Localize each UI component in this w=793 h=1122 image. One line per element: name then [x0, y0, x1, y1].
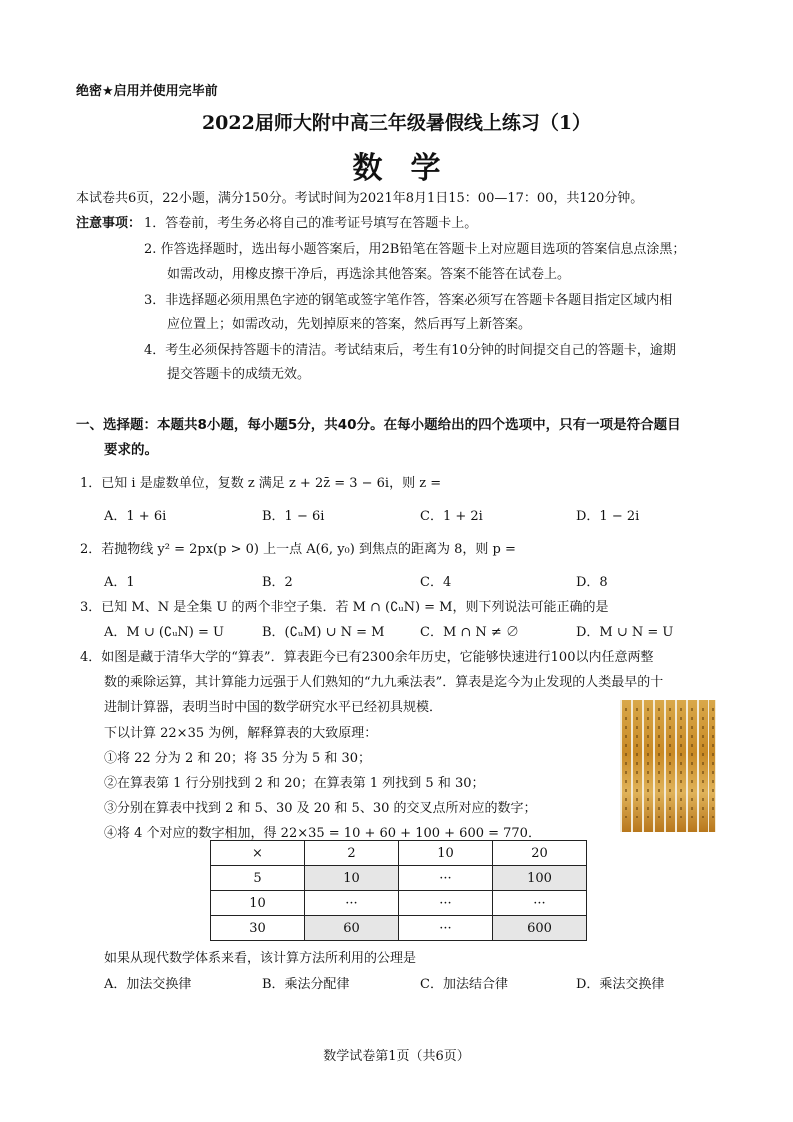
notice-item: 4．考生必须保持答题卡的清洁。考试结束后，考生有10分钟的时间提交自己的答题卡，逾期	[144, 343, 676, 358]
question-2-stem: 2．若抛物线 y² = 2px(p > 0) 上一点 A(6, y₀) 到焦点的距离为 8，则 p =	[80, 542, 516, 557]
calculation-table	[210, 840, 587, 941]
table-row	[211, 891, 587, 916]
table-cell-highlighted: 600	[493, 916, 587, 941]
table-cell: 5	[211, 866, 305, 891]
q2-option-c: C．4	[420, 575, 452, 590]
exam-intro: 本试卷共6页，22小题，满分150分。考试时间为2021年8月1日15：00—17：00，共120分钟。	[76, 191, 644, 206]
question-4-step: ②在算表第 1 行分别找到 2 和 20；在算表第 1 列找到 5 和 30；	[104, 776, 485, 791]
table-cell: ···	[399, 891, 493, 916]
question-1-stem: 1．已知 i 是虚数单位，复数 z 满足 z + 2z̄ = 3 − 6i，则 z =	[80, 476, 442, 491]
q3-option-b: B．(∁ᵤM) ∪ N = M	[262, 625, 385, 640]
q1-option-a: A．1 + 6i	[104, 509, 167, 524]
table-cell-highlighted: 60	[305, 916, 399, 941]
q3-option-c: C．M ∩ N ≠ ∅	[420, 625, 519, 640]
exam-title: 2022届师大附中高三年级暑假线上练习（1）	[201, 112, 592, 134]
bamboo-slips-photo	[620, 700, 716, 832]
question-4-step: ③分别在算表中找到 2 和 5、30 及 20 和 5、30 的交叉点所对应的数字；	[104, 801, 537, 816]
page-footer: 数学试卷第1页（共6页）	[323, 1049, 470, 1064]
q4-option-d: D．乘法交换律	[576, 977, 665, 992]
notice-label: 注意事项：	[76, 216, 142, 231]
q3-option-a: A．M ∪ (∁ᵤN) = U	[104, 625, 224, 640]
question-4-line: 数的乘除运算，其计算能力远强于人们熟知的“九九乘法表”．算表是迄今为止发现的人类最早的十	[104, 675, 664, 690]
section-heading: 一、选择题：本题共8小题，每小题5分，共40分。在每小题给出的四个选项中，只有一项是符合题目	[76, 417, 681, 433]
table-cell: 10	[399, 841, 493, 866]
table-cell: ···	[399, 916, 493, 941]
question-3-stem: 3．已知 M、N 是全集 U 的两个非空子集．若 M ∩ (∁ᵤN) = M，则下列说法可能正确的是	[80, 600, 609, 615]
question-4-step: ①将 22 分为 2 和 20；将 35 分为 5 和 30；	[104, 751, 372, 766]
q3-option-d: D．M ∪ N = U	[576, 625, 674, 640]
q1-option-c: C．1 + 2i	[420, 509, 483, 524]
notice-item: 2. 作答选择题时，选出每小题答案后，用2B铅笔在答题卡上对应题目选项的答案信息点涂黑；	[144, 242, 686, 257]
table-cell: 20	[493, 841, 587, 866]
notice-item: 1．答卷前，考生务必将自己的准考证号填写在答题卡上。	[144, 216, 478, 231]
table-cell: ···	[305, 891, 399, 916]
q4-option-a: A．加法交换律	[104, 977, 192, 992]
question-4-line: 进制计算器，表明当时中国的数学研究水平已经初具规模．	[104, 700, 443, 715]
notice-item: 应位置上；如需改动，先划掉原来的答案，然后再写上新答案。	[167, 317, 532, 332]
q1-option-b: B．1 − 6i	[262, 509, 325, 524]
table-cell: ···	[493, 891, 587, 916]
table-row	[211, 841, 587, 866]
table-cell: 10	[211, 891, 305, 916]
q2-option-d: D．8	[576, 575, 608, 590]
q2-option-a: A．1	[104, 575, 135, 590]
table-cell: 2	[305, 841, 399, 866]
q1-option-d: D．1 − 2i	[576, 509, 640, 524]
q2-option-b: B．2	[262, 575, 293, 590]
q4-option-c: C．加法结合律	[420, 977, 508, 992]
question-4-step: ④将 4 个对应的数字相加，得 22×35 = 10 + 60 + 100 + 600 = 770．	[104, 826, 541, 841]
table-row	[211, 916, 587, 941]
notice-item: 如需改动，用橡皮擦干净后，再选涂其他答案。答案不能答在试卷上。	[167, 267, 571, 282]
notice-item: 3．非选择题必须用黑色字迹的钢笔或签字笔作答，答案必须写在答题卡各题目指定区域内相	[144, 293, 673, 308]
table-cell-highlighted: 100	[493, 866, 587, 891]
table-row	[211, 866, 587, 891]
table-cell: ×	[211, 841, 305, 866]
question-4-line: 下以计算 22×35 为例，解释算表的大致原理：	[104, 726, 378, 741]
table-cell: 30	[211, 916, 305, 941]
confidential-label: 绝密★启用并使用完毕前	[76, 84, 218, 99]
section-heading-cont: 要求的。	[104, 442, 158, 458]
question-4-prompt: 如果从现代数学体系来看，该计算方法所利用的公理是	[104, 951, 417, 966]
table-cell: ···	[399, 866, 493, 891]
notice-item: 提交答题卡的成绩无效。	[167, 367, 311, 382]
subject-title: 数学	[352, 151, 469, 186]
table-cell-highlighted: 10	[305, 866, 399, 891]
question-4-line: 4．如图是藏于清华大学的“算表”．算表距今已有2300余年历史，它能够快速进行100以内任意两整	[80, 650, 654, 665]
q4-option-b: B．乘法分配律	[262, 977, 350, 992]
